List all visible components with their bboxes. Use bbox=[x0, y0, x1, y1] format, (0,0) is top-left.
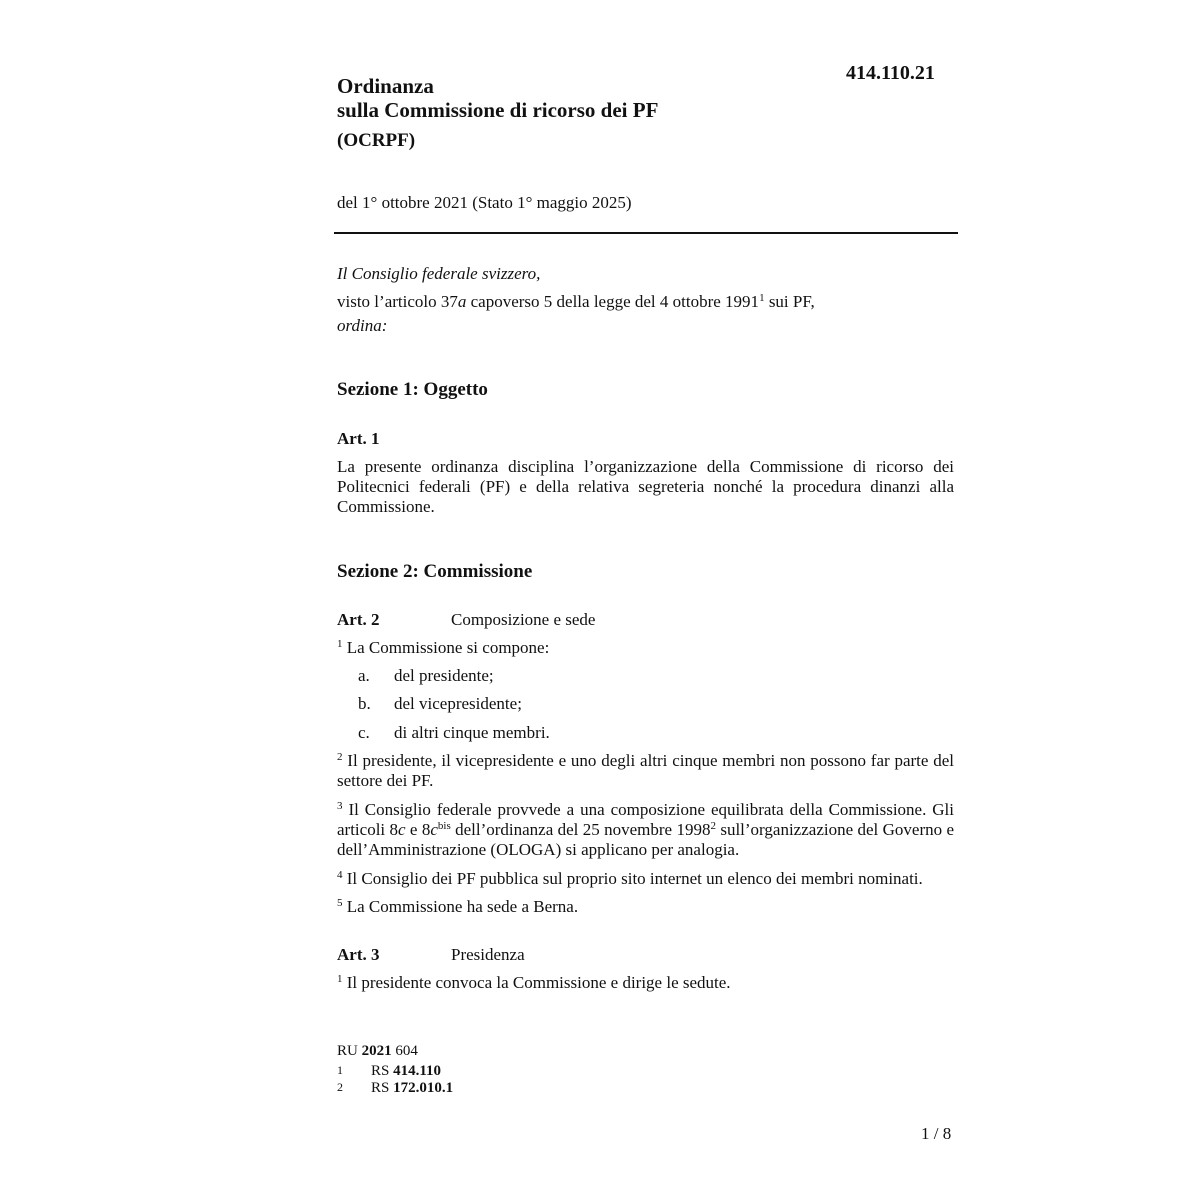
list-item-letter: b. bbox=[358, 694, 371, 713]
footnote-ref-link[interactable]: 414.110 bbox=[393, 1063, 442, 1079]
art-2-paragraph-4 bbox=[337, 869, 923, 889]
bis-superscript: bis bbox=[437, 820, 451, 832]
footnote-ref-link[interactable]: 172.010.1 bbox=[393, 1080, 454, 1096]
paragraph-number: 1 bbox=[337, 973, 343, 985]
paragraph-text: Il Consiglio federale provvede a una composizione equilibrata della Commissione. Gli articoli 8 bbox=[337, 800, 954, 839]
paragraph-number: 4 bbox=[337, 869, 343, 881]
title-line-1: Ordinanza bbox=[337, 74, 434, 98]
basis-text-3: sui PF, bbox=[764, 292, 815, 311]
ru-year: 2021 bbox=[361, 1043, 392, 1059]
footnote-number: 1 bbox=[337, 1063, 343, 1077]
footnote-ref-2[interactable]: 2 bbox=[710, 820, 716, 832]
art-3-label: Art. 3 bbox=[337, 945, 380, 964]
paragraph-number: 3 bbox=[337, 800, 343, 812]
footnote-2 bbox=[371, 1080, 453, 1097]
art-3-subject: Presidenza bbox=[451, 945, 525, 964]
paragraph-text: dell’ordinanza del 25 novembre 1998 bbox=[450, 820, 711, 839]
title-line-2: sulla Commissione di ricorso dei PF bbox=[337, 98, 659, 122]
ru-prefix: RU bbox=[337, 1043, 362, 1059]
art-2-paragraph-5 bbox=[337, 897, 578, 917]
paragraph-text: e 8 bbox=[405, 820, 431, 839]
article-letter: c bbox=[430, 820, 438, 839]
article-letter: c bbox=[398, 820, 406, 839]
paragraph-text: Il presidente convoca la Commissione e dirige le sedute. bbox=[346, 973, 731, 992]
sr-number: 414.110.21 bbox=[846, 62, 935, 84]
preamble-basis bbox=[337, 292, 815, 312]
preamble-decree: ordina: bbox=[337, 316, 388, 335]
ordinance-date: del 1° ottobre 2021 (Stato 1° maggio 2025) bbox=[337, 193, 632, 212]
ru-reference bbox=[337, 1043, 418, 1060]
paragraph-text: La Commissione ha sede a Berna. bbox=[346, 897, 579, 916]
basis-text-2: capoverso 5 della legge del 4 ottobre 1991 bbox=[466, 292, 760, 311]
page-number: 1 / 8 bbox=[921, 1124, 952, 1143]
art-1-label: Art. 1 bbox=[337, 429, 380, 448]
basis-text-1: visto l’articolo 37 bbox=[337, 292, 458, 311]
art-2-paragraph-1 bbox=[337, 638, 549, 658]
list-item-letter: c. bbox=[358, 723, 370, 742]
footnote-prefix: RS bbox=[371, 1063, 394, 1079]
paragraph-number: 1 bbox=[337, 638, 343, 650]
footnote-ref-1[interactable]: 1 bbox=[759, 292, 765, 304]
header-divider bbox=[334, 232, 958, 234]
list-item: del vicepresidente; bbox=[394, 694, 522, 713]
art-2-label: Art. 2 bbox=[337, 610, 380, 629]
art-2-subject: Composizione e sede bbox=[451, 610, 596, 629]
basis-letter: a bbox=[457, 292, 467, 311]
footnote-number: 2 bbox=[337, 1080, 343, 1094]
art-2-paragraph-2 bbox=[337, 751, 954, 791]
list-item: del presidente; bbox=[394, 666, 494, 685]
list-item-letter: a. bbox=[358, 666, 370, 685]
art-3-paragraph-1 bbox=[337, 973, 731, 993]
art-2-paragraph-3 bbox=[337, 800, 954, 860]
section-2-heading: Sezione 2: Commissione bbox=[337, 561, 533, 582]
art-1-text: La presente ordinanza disciplina l’organizzazione della Commissione di ricorso dei Politecnici federali (PF) e della relativa segreteria nonché la procedura dinanzi alla Commissione. bbox=[337, 457, 954, 516]
footnote-1 bbox=[371, 1063, 441, 1080]
paragraph-text: sull’organizzazione del Governo e dell’Amministrazione (OLOGA) si applicano per analogia. bbox=[337, 820, 955, 859]
ru-page: 604 bbox=[391, 1043, 418, 1059]
paragraph-text: Il Consiglio dei PF pubblica sul proprio sito internet un elenco dei membri nominati. bbox=[346, 869, 923, 888]
section-1-heading: Sezione 1: Oggetto bbox=[337, 379, 488, 400]
list-item: di altri cinque membri. bbox=[394, 723, 550, 742]
paragraph-number: 2 bbox=[337, 751, 343, 763]
footnote-prefix: RS bbox=[371, 1080, 394, 1096]
paragraph-text: Il presidente, il vicepresidente e uno degli altri cinque membri non possono far parte del settore dei PF. bbox=[337, 751, 954, 790]
paragraph-number: 5 bbox=[337, 897, 343, 909]
paragraph-text: La Commissione si compone: bbox=[346, 638, 550, 657]
preamble-authority: Il Consiglio federale svizzero, bbox=[337, 264, 541, 283]
abbreviation: (OCRPF) bbox=[337, 130, 416, 151]
